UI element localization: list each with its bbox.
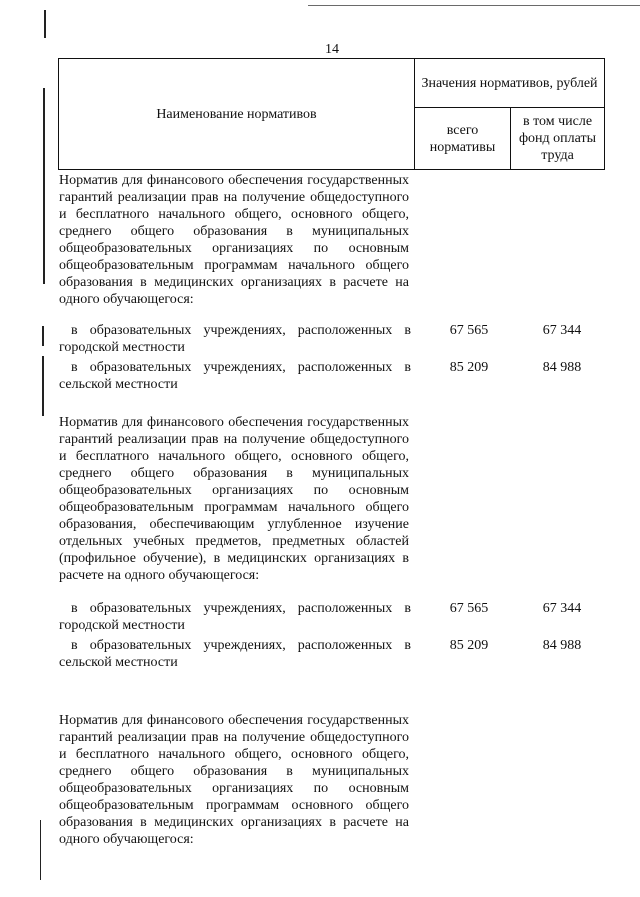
header-name-cell: Наименование нормативов bbox=[59, 59, 415, 170]
norm-heading: Норматив для финансового обеспечения государственных гарантий реализации прав на получение общедоступного и бесплатного начального общего, основного общего, среднего общего образования в муниципальных общеобразовательных организациях по основным общеобразовательным программам начального общего образования, обеспечивающим углубленное изучение отдельных учебных предметов, предметных областей (профильное обучение), в медицинских организациях в расчете на одного обучающегося: bbox=[59, 415, 409, 583]
value-row bbox=[59, 600, 609, 634]
header-total-cell: всего нормативы bbox=[415, 108, 511, 170]
row-label: в образовательных учреждениях, расположенных в сельской местности bbox=[59, 638, 411, 670]
header-values-cell: Значения нормативов, рублей bbox=[415, 59, 605, 108]
row-wage-value: 67 344 bbox=[542, 601, 582, 616]
row-label: в образовательных учреждениях, расположенных в городской местности bbox=[59, 323, 411, 355]
norm-section bbox=[59, 414, 609, 671]
row-total-value: 67 565 bbox=[449, 601, 489, 616]
value-row bbox=[59, 322, 609, 356]
row-total-value: 85 209 bbox=[449, 360, 489, 375]
row-label: в образовательных учреждениях, расположенных в городской местности bbox=[59, 601, 411, 633]
margin-mark bbox=[42, 356, 44, 416]
row-total-value: 85 209 bbox=[449, 638, 489, 653]
norm-section bbox=[59, 712, 609, 848]
row-label: в образовательных учреждениях, расположенных в сельской местности bbox=[59, 360, 411, 392]
value-row bbox=[59, 359, 609, 393]
norm-heading: Норматив для финансового обеспечения государственных гарантий реализации прав на получение общедоступного и бесплатного начального общего, основного общего, среднего общего образования в муниципальных общеобразовательных организациях по основным общеобразовательным программам начального общего образования в медицинских организациях в расчете на одного обучающегося: bbox=[59, 173, 409, 307]
row-wage-value: 84 988 bbox=[542, 360, 582, 375]
margin-mark bbox=[42, 326, 44, 346]
norm-heading: Норматив для финансового обеспечения государственных гарантий реализации прав на получение общедоступного и бесплатного начального общего, основного общего, среднего общего образования в муниципальных общеобразовательных организациях по основным общеобразовательным программам основного общего образования в медицинских организациях в расчете на одного обучающегося: bbox=[59, 713, 409, 847]
value-row bbox=[59, 637, 609, 671]
scan-top-line bbox=[308, 5, 640, 6]
header-wage-cell: в том числе фонд оплаты труда bbox=[511, 108, 605, 170]
margin-mark bbox=[43, 88, 45, 284]
row-total-value: 67 565 bbox=[449, 323, 489, 338]
page-number: 14 bbox=[325, 42, 339, 57]
row-wage-value: 67 344 bbox=[542, 323, 582, 338]
norm-section bbox=[59, 172, 609, 393]
margin-mark bbox=[40, 820, 41, 880]
row-wage-value: 84 988 bbox=[542, 638, 582, 653]
margin-mark bbox=[44, 10, 46, 38]
header-table bbox=[58, 58, 605, 170]
